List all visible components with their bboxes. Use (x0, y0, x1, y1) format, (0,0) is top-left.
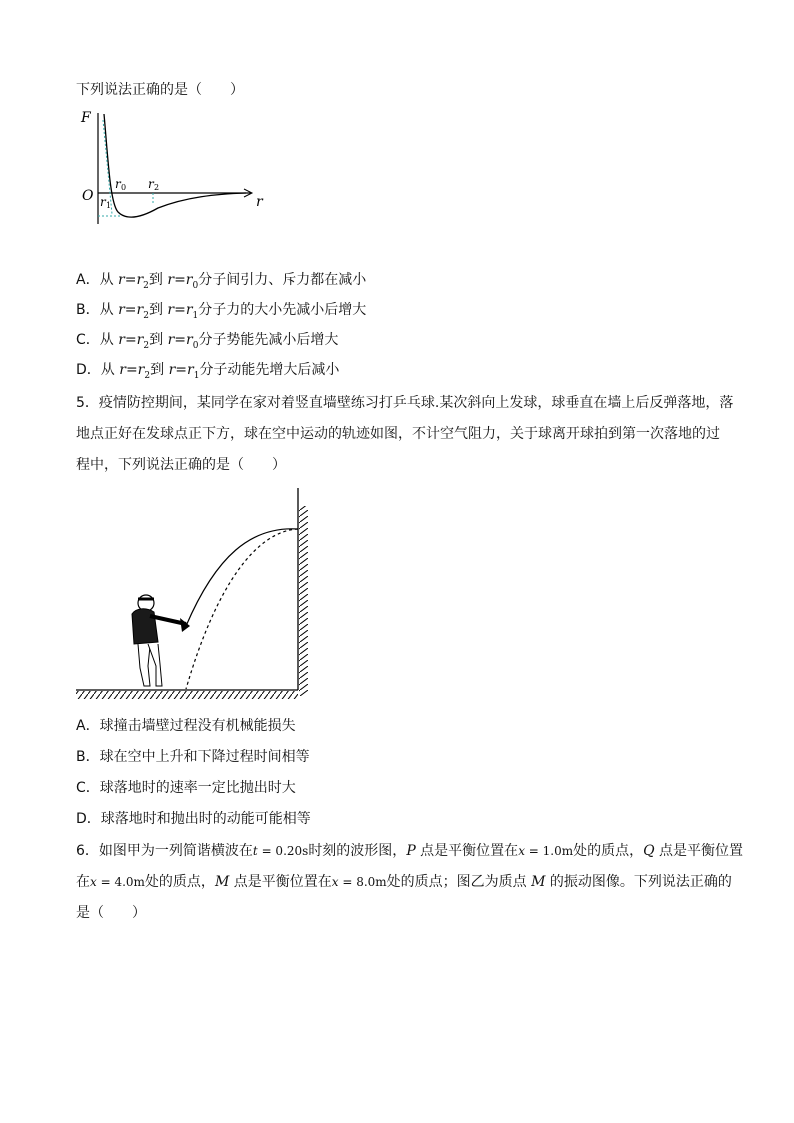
upward-trajectory (186, 529, 298, 626)
player-leg-left (138, 644, 150, 686)
q6-stem-line2: 在x = 4.0m处的质点，M 点是平衡位置在x = 8.0m处的质点；图乙为质点 M 的振动图像。下列说法正确的 (76, 874, 732, 890)
force-distance-graph (76, 108, 276, 228)
downward-trajectory (186, 529, 298, 689)
q6-stem-line1: 6．如图甲为一列简谐横波在t = 0.20s时刻的波形图，P 点是平衡位置在x = 1.0m处的质点，Q 点是平衡位置 (76, 843, 744, 859)
q5-option-b: B．球在空中上升和下降过程时间相等 (76, 749, 310, 765)
label-r2: r (148, 177, 154, 191)
q4-option-c: C．从 $r=r_2$到 $r=r_0$分子势能先减小后增大 (76, 332, 339, 351)
q4-option-a: A．从 $r=r_2$到 $r=r_0$分子间引力、斥力都在减小 (76, 272, 367, 291)
player-figure (132, 595, 190, 686)
q5-stem-line1: 5．疫情防控期间，某同学在家对着竖直墙壁练习打乒乓球.某次斜向上发球，球垂直在墙上后反弹落地，落 (76, 395, 734, 411)
q5-stem-line3: 程中，下列说法正确的是（ ） (76, 457, 286, 473)
q5-option-d: D．球落地时和抛出时的动能可能相等 (76, 811, 311, 827)
label-F: F (81, 110, 91, 126)
q5-stem-line2: 地点正好在发球点正下方，球在空中运动的轨迹如图，不计空气阻力，关于球离开球拍到第一次落地的过 (76, 426, 720, 442)
label-r1-sub: 1 (106, 201, 112, 210)
label-r0: r (115, 177, 121, 191)
player-torso (132, 609, 158, 644)
label-r2-sub: 2 (154, 183, 160, 192)
q6-stem-line3: 是（ ） (76, 905, 146, 921)
label-r0-sub: 0 (121, 183, 127, 192)
ball-wall-figure (76, 486, 316, 702)
wall-hatch (299, 506, 308, 696)
label-O: O (82, 188, 94, 204)
player-leg-right (148, 644, 162, 686)
q5-option-c: C．球落地时的速率一定比抛出时大 (76, 780, 296, 796)
q4-stem: 下列说法正确的是（ ） (76, 82, 244, 98)
label-r: r (256, 194, 263, 210)
q4-option-d: D．从 $r=r_2$到 $r=r_1$分子动能先增大后减小 (76, 362, 340, 381)
q5-option-a: A．球撞击墙壁过程没有机械能损失 (76, 718, 296, 734)
force-curve (104, 114, 246, 217)
label-r1: r (100, 195, 106, 209)
ground-hatch (76, 691, 298, 699)
q4-option-b: B．从 $r=r_2$到 $r=r_1$分子力的大小先减小后增大 (76, 302, 367, 321)
